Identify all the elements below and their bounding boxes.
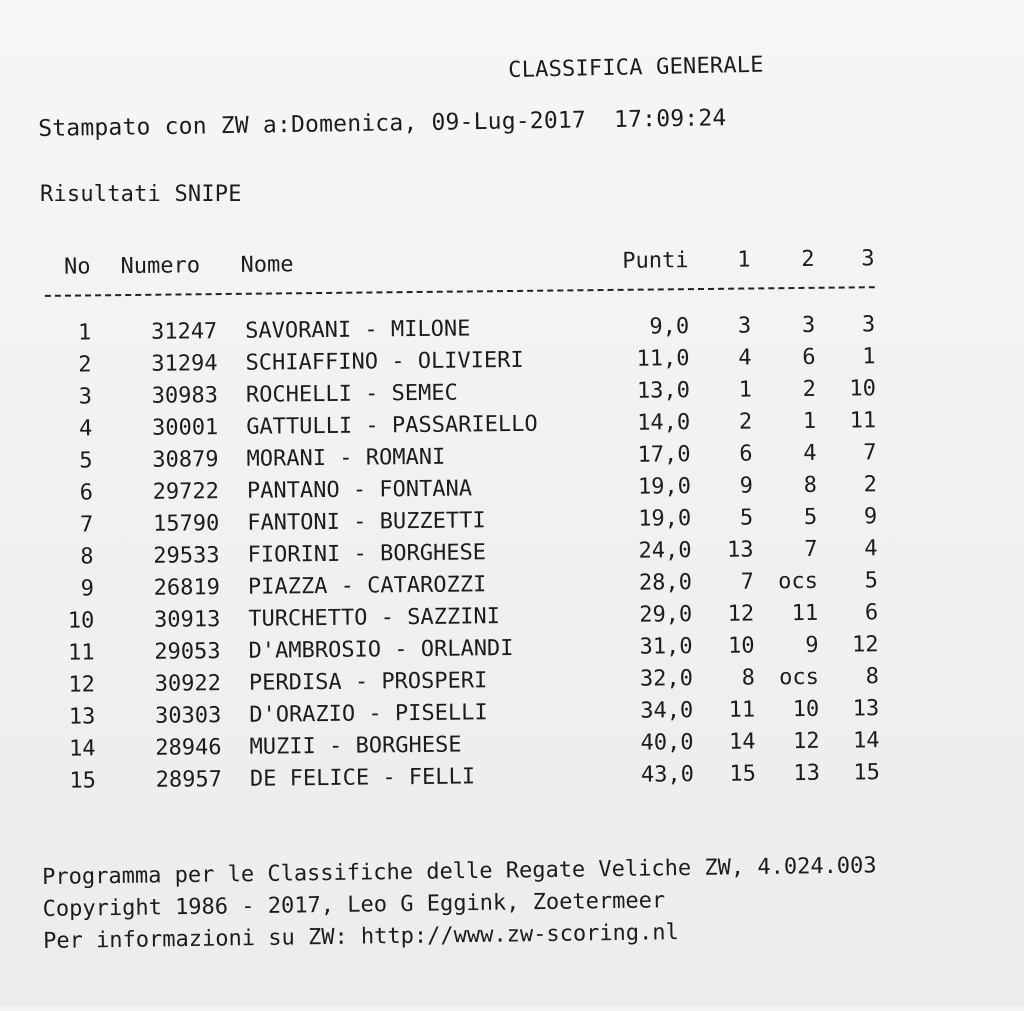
cell-nome: PERDISA - PROSPERI [248, 668, 488, 696]
cell-race-2: 3 [801, 312, 816, 338]
cell-race-3: 10 [849, 376, 877, 402]
cell-race-3: 14 [852, 728, 880, 754]
cell-numero: 29053 [154, 639, 221, 665]
column-header-no: No [63, 254, 91, 280]
cell-punti: 9,0 [649, 314, 690, 340]
cell-numero: 28957 [155, 767, 223, 793]
cell-nome: DE FELICE - FELLI [249, 764, 476, 792]
cell-race-2: 10 [792, 696, 820, 723]
cell-punti: 40,0 [640, 730, 694, 756]
cell-race-3: 3 [861, 312, 876, 338]
header-divider [45, 286, 875, 297]
cell-race-1: 13 [726, 537, 754, 563]
footer-program-line: Programma per le Classifiche delle Regate Veliche ZW, 4.024.003 [42, 853, 877, 890]
cell-no: 6 [79, 480, 94, 506]
cell-punti: 43,0 [640, 762, 695, 788]
cell-punti: 17,0 [637, 442, 691, 468]
column-header-punti: Punti [622, 248, 689, 274]
cell-race-1: 1 [738, 377, 753, 403]
cell-punti: 14,0 [637, 410, 691, 436]
cell-race-1: 7 [740, 569, 755, 595]
cell-race-3: 1 [862, 344, 876, 370]
cell-race-2: ocs [779, 664, 820, 691]
cell-nome: PIAZZA - CATAROZZI [247, 572, 487, 600]
cell-nome: D'AMBROSIO - ORLANDI [248, 635, 514, 664]
cell-race-3: 13 [852, 696, 880, 722]
cell-numero: 15790 [152, 511, 220, 537]
cell-no: 11 [67, 640, 95, 666]
footer [42, 850, 878, 958]
cell-race-1: 14 [728, 729, 756, 755]
cell-race-2: 4 [803, 440, 817, 466]
cell-numero: 31247 [150, 319, 218, 345]
cell-race-2: ocs [778, 568, 819, 595]
cell-no: 14 [68, 736, 96, 762]
cell-race-3: 7 [863, 440, 877, 466]
cell-race-2: 1 [802, 408, 817, 434]
cell-numero: 30983 [151, 383, 219, 409]
cell-numero: 30303 [154, 703, 222, 729]
cell-nome: TURCHETTO - SAZZINI [248, 604, 501, 632]
cell-race-3: 12 [851, 632, 879, 658]
cell-race-3: 9 [863, 504, 878, 530]
cell-numero: 30922 [154, 671, 222, 697]
cell-race-3: 11 [849, 408, 877, 434]
cell-no: 10 [67, 608, 95, 634]
cell-race-2: 8 [803, 472, 818, 498]
cell-race-2: 6 [802, 344, 816, 370]
cell-nome: SCHIAFFINO - OLIVIERI [245, 347, 524, 376]
cell-race-2: 12 [792, 728, 820, 755]
cell-punti: 32,0 [639, 666, 694, 692]
cell-numero: 28946 [155, 735, 222, 761]
cell-nome: D'ORAZIO - PISELLI [249, 700, 488, 728]
cell-no: 12 [68, 672, 96, 698]
cell-nome: GATTULLI - PASSARIELLO [246, 411, 538, 440]
cell-no: 8 [80, 544, 94, 570]
cell-race-3: 8 [865, 664, 880, 690]
cell-numero: 26819 [153, 575, 221, 601]
cell-nome: FIORINI - BORGHESE [247, 540, 487, 568]
cell-race-1: 5 [739, 505, 754, 531]
column-header-race-2: 2 [801, 246, 815, 272]
cell-race-3: 6 [864, 600, 879, 626]
cell-race-2: 9 [805, 632, 819, 658]
cell-nome: MORANI - ROMANI [246, 444, 446, 472]
cell-no: 7 [79, 512, 94, 538]
cell-nome: PANTANO - FONTANA [246, 476, 473, 504]
cell-punti: 19,0 [637, 474, 692, 500]
column-header-nome: Nome [240, 252, 294, 278]
cell-race-1: 2 [738, 409, 753, 435]
cell-race-3: 15 [853, 760, 881, 786]
footer-copyright-line: Copyright 1986 - 2017, Leo G Eggink, Zoetermeer [42, 888, 666, 922]
cell-no: 3 [78, 384, 93, 410]
cell-nome: MUZII - BORGHESE [249, 732, 462, 760]
cell-punti: 29,0 [639, 602, 693, 628]
cell-race-1: 11 [728, 697, 756, 723]
column-header-race-1: 1 [737, 247, 751, 273]
cell-race-3: 4 [864, 536, 878, 562]
cell-race-1: 9 [739, 473, 754, 499]
cell-race-2: 11 [791, 600, 819, 627]
cell-punti: 28,0 [638, 570, 693, 596]
cell-race-2: 5 [803, 504, 818, 530]
cell-punti: 11,0 [636, 346, 690, 372]
cell-nome: SAVORANI - MILONE [245, 316, 471, 344]
results-class-heading: Risultati SNIPE [40, 182, 242, 207]
cell-numero: 29722 [152, 479, 220, 505]
cell-race-3: 2 [863, 472, 878, 498]
cell-race-1: 6 [739, 441, 753, 467]
footer-info-line: Per informazioni su ZW: http://www.zw-scoring.nl [42, 920, 679, 954]
cell-punti: 19,0 [638, 506, 692, 532]
cell-punti: 24,0 [638, 538, 692, 564]
cell-numero: 31294 [151, 351, 218, 377]
cell-race-3: 5 [864, 568, 879, 594]
cell-no: 15 [69, 768, 97, 794]
cell-numero: 29533 [153, 543, 220, 569]
cell-numero: 30879 [152, 447, 219, 473]
cell-race-1: 4 [738, 345, 752, 371]
cell-nome: ROCHELLI - SEMEC [245, 380, 458, 408]
cell-no: 5 [79, 448, 93, 474]
cell-race-1: 10 [727, 633, 755, 659]
cell-no: 9 [80, 576, 95, 602]
cell-race-1: 3 [737, 313, 752, 339]
cell-no: 4 [78, 416, 93, 442]
cell-race-2: 7 [804, 536, 818, 562]
cell-nome: FANTONI - BUZZETTI [247, 508, 486, 536]
column-header-numero: Numero [120, 253, 201, 280]
cell-punti: 13,0 [636, 378, 691, 404]
column-header-race-3: 3 [861, 246, 875, 272]
cell-numero: 30913 [153, 607, 221, 633]
cell-numero: 30001 [151, 415, 219, 441]
cell-no: 2 [78, 352, 92, 378]
cell-no: 1 [77, 320, 92, 346]
cell-race-2: 13 [793, 760, 821, 787]
cell-no: 13 [68, 704, 96, 730]
cell-punti: 34,0 [640, 698, 694, 724]
cell-race-2: 2 [802, 376, 817, 402]
printed-timestamp-line: Stampato con ZW a:Domenica, 09-Lug-2017 17:09:24 [38, 105, 727, 142]
cell-race-1: 12 [727, 601, 755, 627]
cell-race-1: 15 [729, 761, 757, 787]
cell-punti: 31,0 [639, 634, 693, 660]
cell-race-1: 8 [741, 665, 756, 691]
page-title: CLASSIFICA GENERALE [508, 52, 764, 83]
